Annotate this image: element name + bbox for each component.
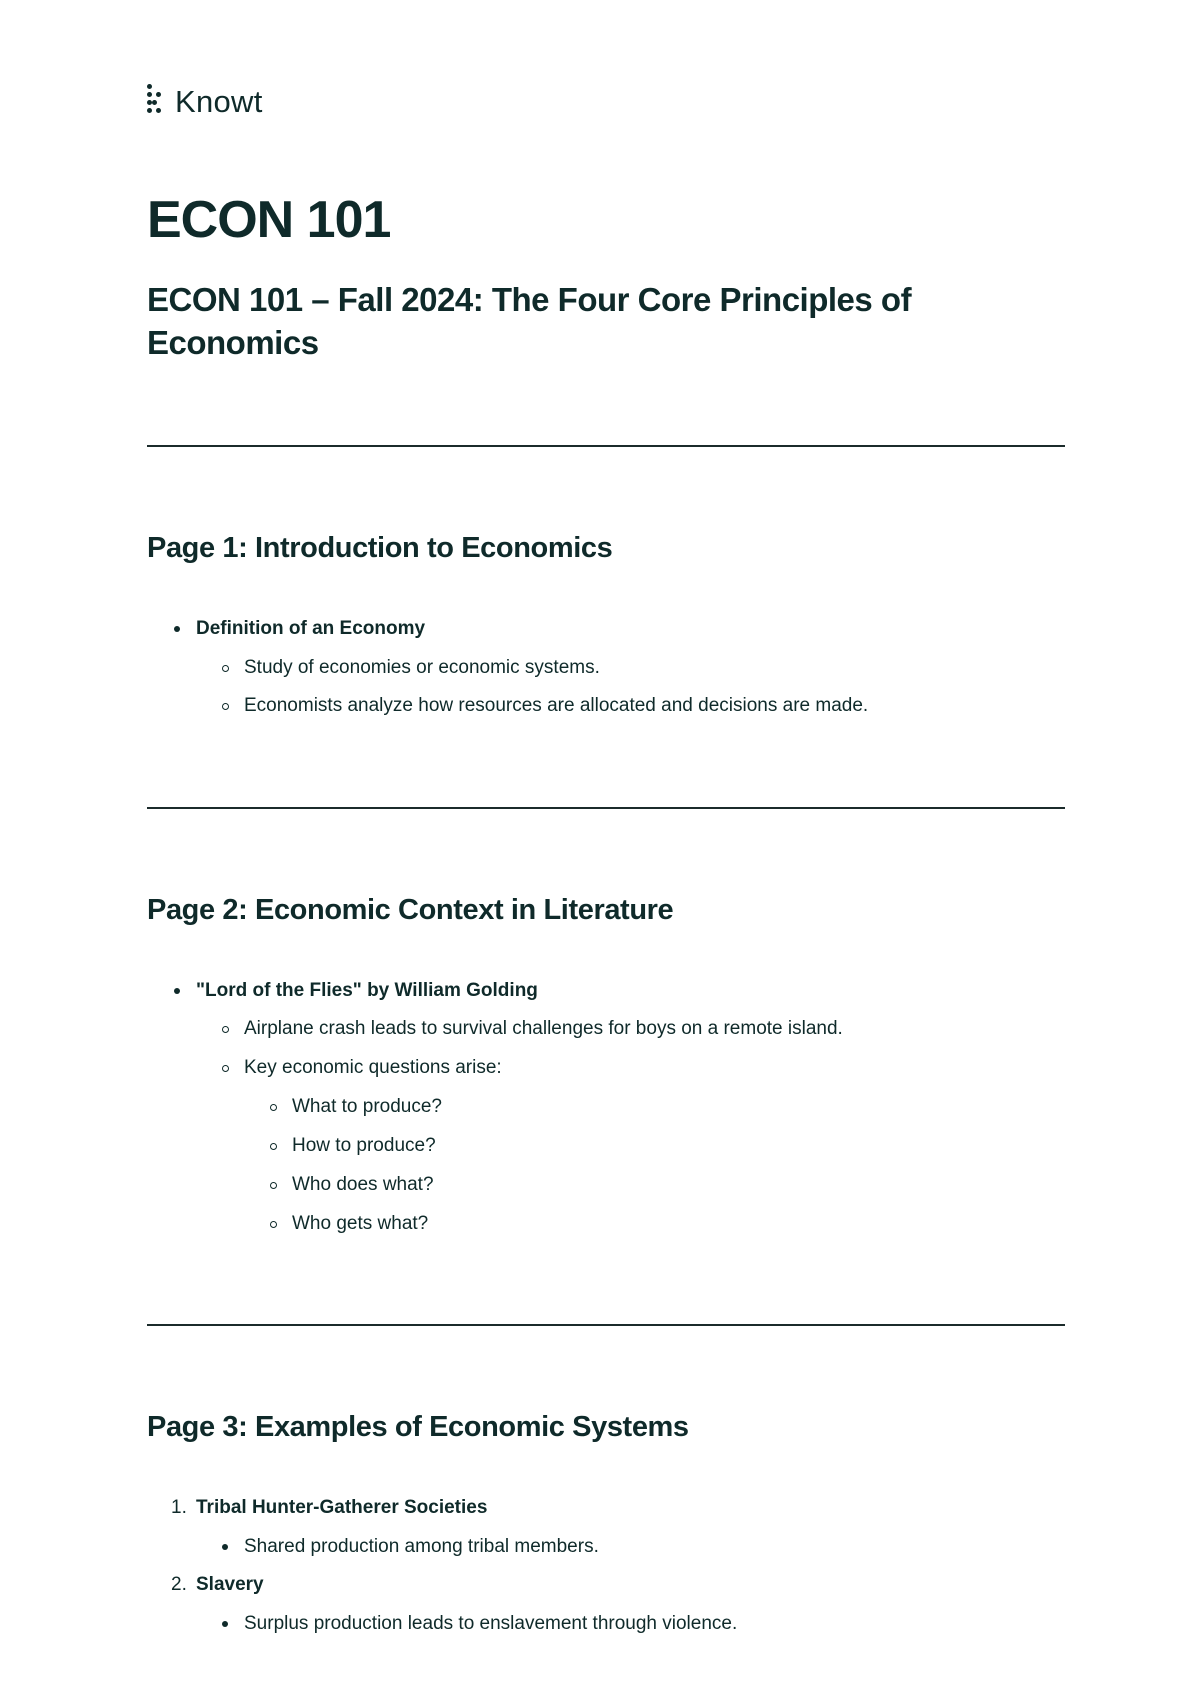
bullet-circle-icon — [270, 1221, 277, 1228]
bullet-circle-icon — [270, 1143, 277, 1150]
bullet-disc-icon — [174, 626, 180, 632]
section-heading-page-2: Page 2: Economic Context in Literature — [147, 894, 674, 926]
document-subtitle: ECON 101 – Fall 2024: The Four Core Principles of Economics — [147, 281, 912, 361]
bullet-circle-icon — [222, 1065, 229, 1072]
divider — [147, 1324, 1065, 1326]
knowt-logo — [147, 82, 263, 122]
bullet-disc-icon — [222, 1544, 228, 1550]
list-item: "Lord of the Flies" by William Golding — [196, 979, 538, 1003]
bullet-circle-icon — [270, 1104, 277, 1111]
section-heading-page-3: Page 3: Examples of Economic Systems — [147, 1411, 689, 1443]
list-item: Definition of an Economy — [196, 617, 425, 641]
list-item: Key economic questions arise: — [244, 1056, 502, 1080]
list-item: What to produce? — [292, 1095, 442, 1119]
divider — [147, 807, 1065, 809]
list-item: 2. Slavery — [171, 1574, 264, 1595]
list-number: 2. — [171, 1574, 187, 1595]
bullet-circle-icon — [270, 1182, 277, 1189]
divider — [147, 445, 1065, 447]
document-title: ECON 101 — [147, 191, 391, 249]
list-number: 1. — [171, 1497, 187, 1518]
bullet-disc-icon — [222, 1621, 228, 1627]
list-item: How to produce? — [292, 1134, 436, 1158]
list-item: Surplus production leads to enslavement through violence. — [244, 1612, 737, 1636]
list-item: Economists analyze how resources are allocated and decisions are made. — [244, 694, 868, 718]
section-heading-page-1: Page 1: Introduction to Economics — [147, 532, 613, 564]
logo-text: Knowt — [175, 84, 263, 119]
list-item: Airplane crash leads to survival challenges for boys on a remote island. — [244, 1017, 843, 1041]
bullet-disc-icon — [174, 988, 180, 994]
list-item: Who does what? — [292, 1173, 434, 1197]
bullet-circle-icon — [222, 703, 229, 710]
list-item: Shared production among tribal members. — [244, 1535, 599, 1559]
list-item: 1. Tribal Hunter-Gatherer Societies — [171, 1497, 488, 1518]
bullet-circle-icon — [222, 665, 229, 672]
list-item: Who gets what? — [292, 1212, 428, 1236]
list-item: Study of economies or economic systems. — [244, 656, 600, 680]
bullet-circle-icon — [222, 1026, 229, 1033]
knowt-logo-icon — [147, 84, 167, 120]
